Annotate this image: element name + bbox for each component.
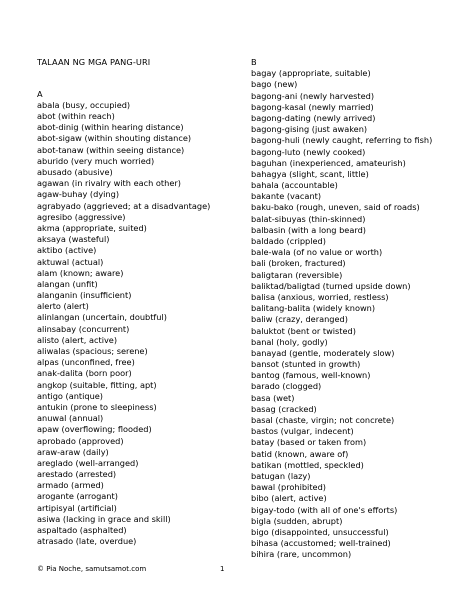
list-item: araw-araw (daily) [37, 446, 109, 457]
list-item: anak-dalita (born poor) [37, 368, 132, 379]
entry-list-a [37, 100, 242, 548]
list-item: batikan (mottled, speckled) [251, 459, 364, 470]
page-number: 1 [220, 565, 225, 573]
list-item: bagong-huli (newly caught, referring to fish) [251, 135, 433, 146]
list-item: barado (clogged) [251, 381, 322, 392]
list-item: aktuwal (actual) [37, 256, 104, 267]
list-item: alanganin (insufficient) [37, 290, 132, 301]
list-item: bago (new) [251, 79, 298, 90]
list-item: areglado (well-arranged) [37, 457, 139, 468]
list-item: abala (busy, occupied) [37, 99, 131, 110]
list-item: aprobado (approved) [37, 435, 124, 446]
list-item: aktibo (active) [37, 245, 97, 256]
list-item: batugan (lazy) [251, 470, 311, 481]
list-item: arogante (arrogant) [37, 491, 118, 502]
list-item: bale-wala (of no value or worth) [251, 247, 383, 258]
list-item: batid (known, aware of) [251, 448, 349, 459]
list-item: abot (within reach) [37, 111, 115, 122]
list-item: aburido (very much worried) [37, 155, 155, 166]
list-item: bagong-gising (just awaken) [251, 124, 368, 135]
list-item: alerto (alert) [37, 301, 89, 312]
section-heading-a: A [37, 88, 43, 99]
list-item: balat-sibuyas (thin-skinned) [251, 213, 366, 224]
list-item: abot-sigaw (within shouting distance) [37, 133, 192, 144]
entry-list-b [251, 68, 466, 560]
list-item: bastos (vulgar, indecent) [251, 426, 354, 437]
list-item: angkop (suitable, fitting, apt) [37, 379, 157, 390]
title-spacer [37, 68, 242, 89]
list-item: bibo (alert, active) [251, 493, 327, 504]
list-item: antigo (antique) [37, 390, 104, 401]
list-item: bahala (accountable) [251, 180, 338, 191]
list-item: abot-dinig (within hearing distance) [37, 122, 184, 133]
list-item: agawan (in rivalry with each other) [37, 178, 181, 189]
list-item: aksaya (wasteful) [37, 234, 110, 245]
list-item: bihira (rare, uncommon) [251, 549, 352, 560]
list-item: bakante (vacant) [251, 191, 322, 202]
list-item: banal (holy, godly) [251, 336, 328, 347]
list-item: bagay (appropriate, suitable) [251, 68, 371, 79]
document-title: TALAAN NG MGA PANG-URI [37, 57, 151, 67]
list-item: baluktot (bent or twisted) [251, 325, 356, 336]
list-item: atrasado (late, overdue) [37, 536, 137, 547]
list-item: agresibo (aggressive) [37, 211, 126, 222]
list-item: alisto (alert, active) [37, 334, 118, 345]
column-a [37, 57, 242, 547]
list-item: batay (based or taken from) [251, 437, 367, 448]
list-item: antukin (prone to sleepiness) [37, 401, 157, 412]
list-item: baliw (crazy, deranged) [251, 314, 348, 325]
list-item: alam (known; aware) [37, 267, 124, 278]
list-item: baldado (crippled) [251, 236, 326, 246]
footer-credit: © Pia Noche, samutsamot.com [37, 565, 147, 573]
list-item: bigla (sudden, abrupt) [251, 515, 343, 526]
list-item: abusado (abusive) [37, 167, 113, 177]
list-item: balisa (anxious, worried, restless) [251, 291, 389, 302]
list-item: bigay-todo (with all of one's efforts) [251, 504, 398, 515]
list-item: armado (armed) [37, 480, 104, 491]
list-item: alinlangan (uncertain, doubtful) [37, 312, 167, 323]
list-item: aspaltado (asphalted) [37, 525, 127, 535]
list-item: bawal (prohibited) [251, 482, 326, 493]
list-item: bagong-kasal (newly married) [251, 101, 374, 112]
list-item: bahagya (slight, scant, little) [251, 168, 369, 179]
list-item: alpas (unconfined, free) [37, 357, 135, 368]
list-item: basag (cracked) [251, 403, 317, 414]
section-heading-b: B [251, 57, 257, 67]
list-item: arestado (arrested) [37, 469, 117, 480]
list-item: bali (broken, fractured) [251, 258, 346, 269]
list-item: baliktad/baligtad (turned upside down) [251, 280, 411, 291]
list-item: balbasin (with a long beard) [251, 224, 366, 235]
list-item: bantog (famous, well-known) [251, 370, 371, 381]
list-item: basa (wet) [251, 392, 295, 403]
list-item: bagong-dating (newly arrived) [251, 112, 376, 123]
list-item: banayad (gentle, moderately slow) [251, 347, 395, 358]
list-item: baguhan (inexperienced, amateurish) [251, 157, 406, 168]
list-item: anuwal (annual) [37, 413, 104, 424]
list-item: apaw (overflowing; flooded) [37, 424, 152, 435]
list-item: alangan (unfit) [37, 278, 98, 289]
list-item: agrabyado (aggrieved; at a disadvantage) [37, 200, 211, 211]
list-item: basal (chaste, virgin; not concrete) [251, 415, 395, 425]
list-item: bihasa (accustomed; well-trained) [251, 538, 391, 549]
list-item: baligtaran (reversible) [251, 269, 343, 280]
list-item: bansot (stunted in growth) [251, 359, 361, 370]
column-b [251, 57, 466, 560]
list-item: bigo (disappointed, unsuccessful) [251, 526, 389, 537]
list-item: alinsabay (concurrent) [37, 323, 130, 334]
list-item: aliwalas (spacious; serene) [37, 346, 148, 356]
list-item: artipisyal (artificial) [37, 502, 117, 513]
list-item: asiwa (lacking in grace and skill) [37, 513, 171, 524]
list-item: balitang-balita (widely known) [251, 303, 376, 314]
list-item: abot-tanaw (within seeing distance) [37, 144, 185, 155]
list-item: agaw-buhay (dying) [37, 189, 120, 200]
list-item: bagong-luto (newly cooked) [251, 146, 366, 157]
list-item: akma (appropriate, suited) [37, 222, 147, 233]
list-item: baku-bako (rough, uneven, said of roads) [251, 202, 420, 213]
list-item: bagong-ani (newly harvested) [251, 90, 375, 101]
